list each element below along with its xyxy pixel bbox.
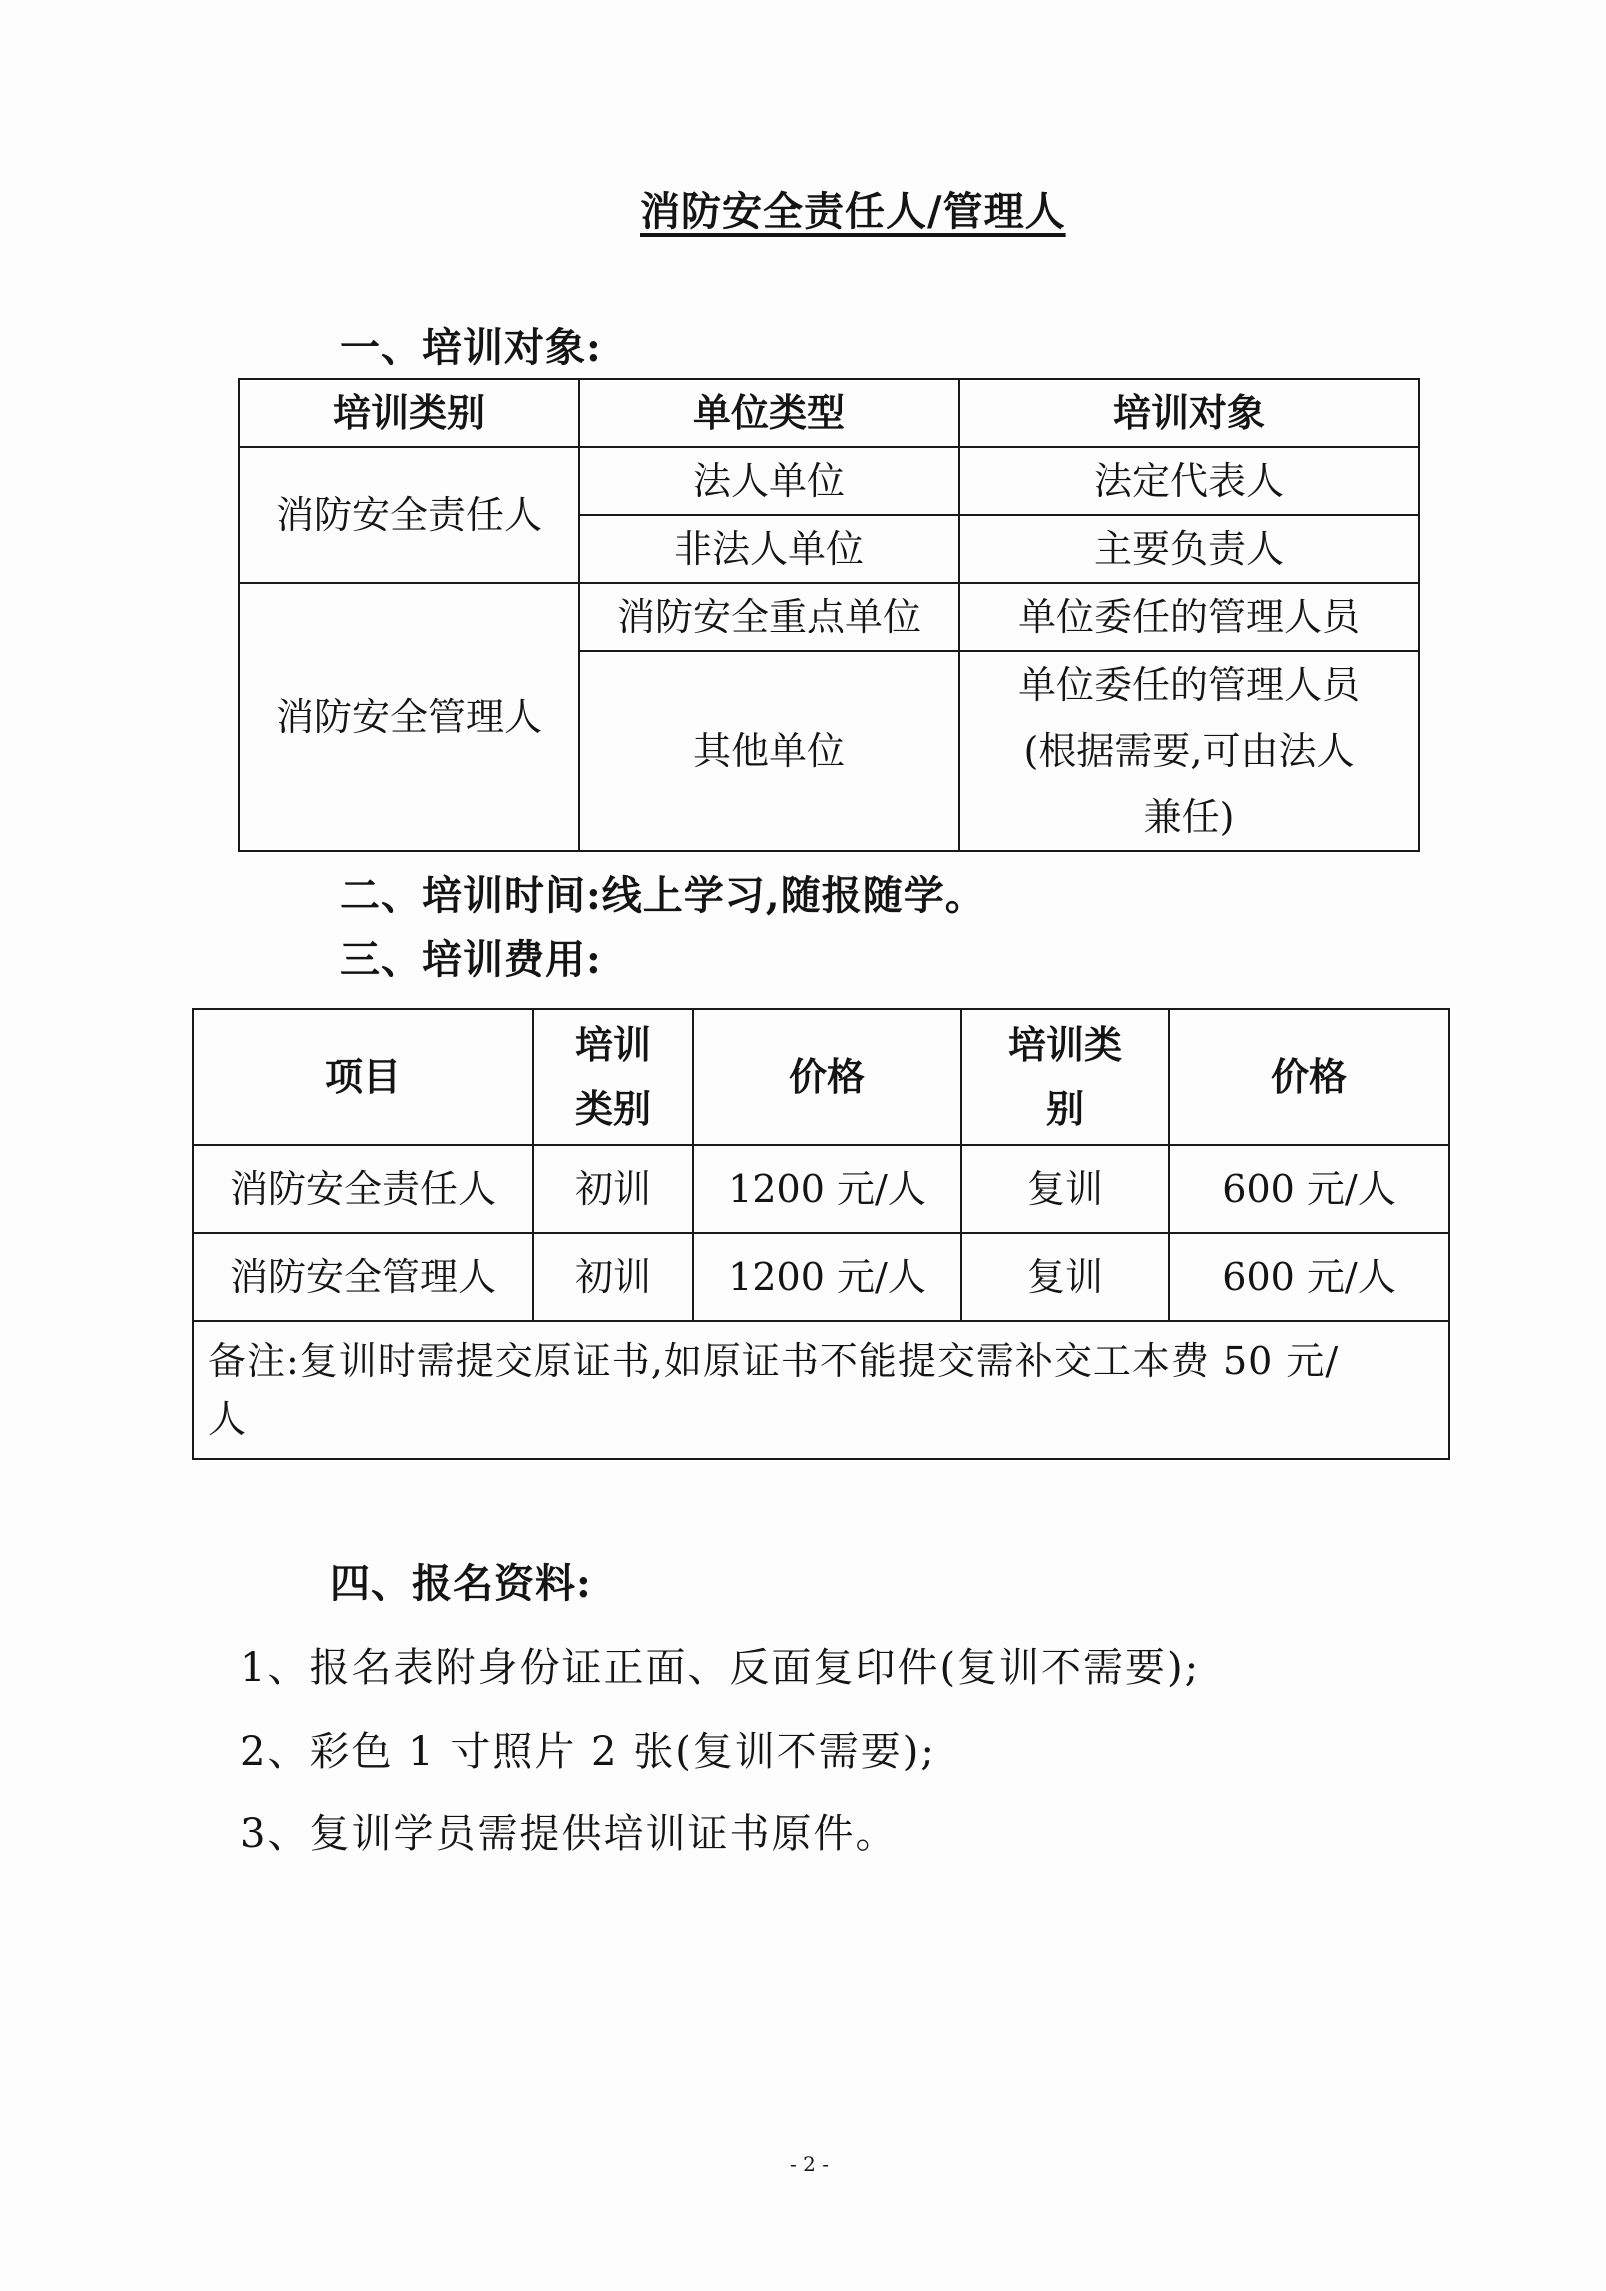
header-line: 别	[1045, 1086, 1084, 1131]
section-heading-training-fees: 三、培训费用:	[340, 936, 602, 983]
section-heading-registration-materials: 四、报名资料:	[330, 1560, 592, 1607]
section-heading-training-targets: 一、培训对象:	[340, 324, 602, 371]
header-line: 培训	[574, 1022, 651, 1067]
table-row	[193, 1145, 1449, 1233]
list-item: 3、复训学员需提供培训证书原件。	[240, 1811, 898, 1857]
cell-unit-type: 法人单位	[579, 447, 959, 515]
header-cell-price-1: 价格	[693, 1009, 961, 1145]
note-line: 人	[208, 1397, 248, 1441]
cell-price-1: 1200 元/人	[693, 1233, 961, 1321]
cell-target: 主要负责人	[959, 515, 1419, 583]
header-cell-price-2: 价格	[1169, 1009, 1449, 1145]
cell-note	[193, 1321, 1449, 1459]
header-line: 类别	[574, 1086, 651, 1131]
cell-price-2: 600 元/人	[1169, 1145, 1449, 1233]
cell-type-2: 复训	[961, 1145, 1169, 1233]
cell-unit-type: 消防安全重点单位	[579, 583, 959, 651]
cell-type-2: 复训	[961, 1233, 1169, 1321]
cell-item: 消防安全责任人	[193, 1145, 533, 1233]
table-header-row	[193, 1009, 1449, 1145]
header-cell-target: 培训对象	[959, 379, 1419, 447]
table-row	[239, 583, 1419, 651]
section-heading-training-time: 二、培训时间:线上学习,随报随学。	[340, 872, 986, 919]
page-number: - 2 -	[790, 2152, 829, 2176]
table-header-row	[239, 379, 1419, 447]
table-row	[239, 447, 1419, 515]
header-line: 培训类	[1007, 1022, 1122, 1067]
cell-item: 消防安全管理人	[193, 1233, 533, 1321]
training-targets-table	[238, 378, 1420, 852]
cell-type-1: 初训	[533, 1233, 693, 1321]
cell-unit-type: 非法人单位	[579, 515, 959, 583]
cell-price-1: 1200 元/人	[693, 1145, 961, 1233]
header-cell-category-1	[533, 1009, 693, 1145]
header-cell-category: 培训类别	[239, 379, 579, 447]
list-item: 1、报名表附身份证正面、反面复印件(复训不需要);	[240, 1645, 1201, 1691]
cell-line: 兼任)	[1143, 795, 1235, 839]
table-row	[193, 1233, 1449, 1321]
cell-category-responsible: 消防安全责任人	[239, 447, 579, 583]
list-item: 2、彩色 1 寸照片 2 张(复训不需要);	[240, 1729, 936, 1775]
training-fees-table	[192, 1008, 1450, 1460]
header-cell-category-2	[961, 1009, 1169, 1145]
cell-target-multiline	[959, 651, 1419, 851]
document-title: 消防安全责任人/管理人	[640, 188, 1066, 235]
cell-target: 法定代表人	[959, 447, 1419, 515]
cell-line: 单位委任的管理人员	[1017, 663, 1360, 707]
cell-type-1: 初训	[533, 1145, 693, 1233]
cell-category-manager: 消防安全管理人	[239, 583, 579, 851]
table-note-row	[193, 1321, 1449, 1459]
note-line: 备注:复训时需提交原证书,如原证书不能提交需补交工本费 50 元/	[208, 1339, 1340, 1383]
cell-line: (根据需要,可由法人	[1023, 729, 1355, 773]
cell-unit-type: 其他单位	[579, 651, 959, 851]
cell-price-2: 600 元/人	[1169, 1233, 1449, 1321]
cell-target: 单位委任的管理人员	[959, 583, 1419, 651]
header-cell-item: 项目	[193, 1009, 533, 1145]
header-cell-unit-type: 单位类型	[579, 379, 959, 447]
